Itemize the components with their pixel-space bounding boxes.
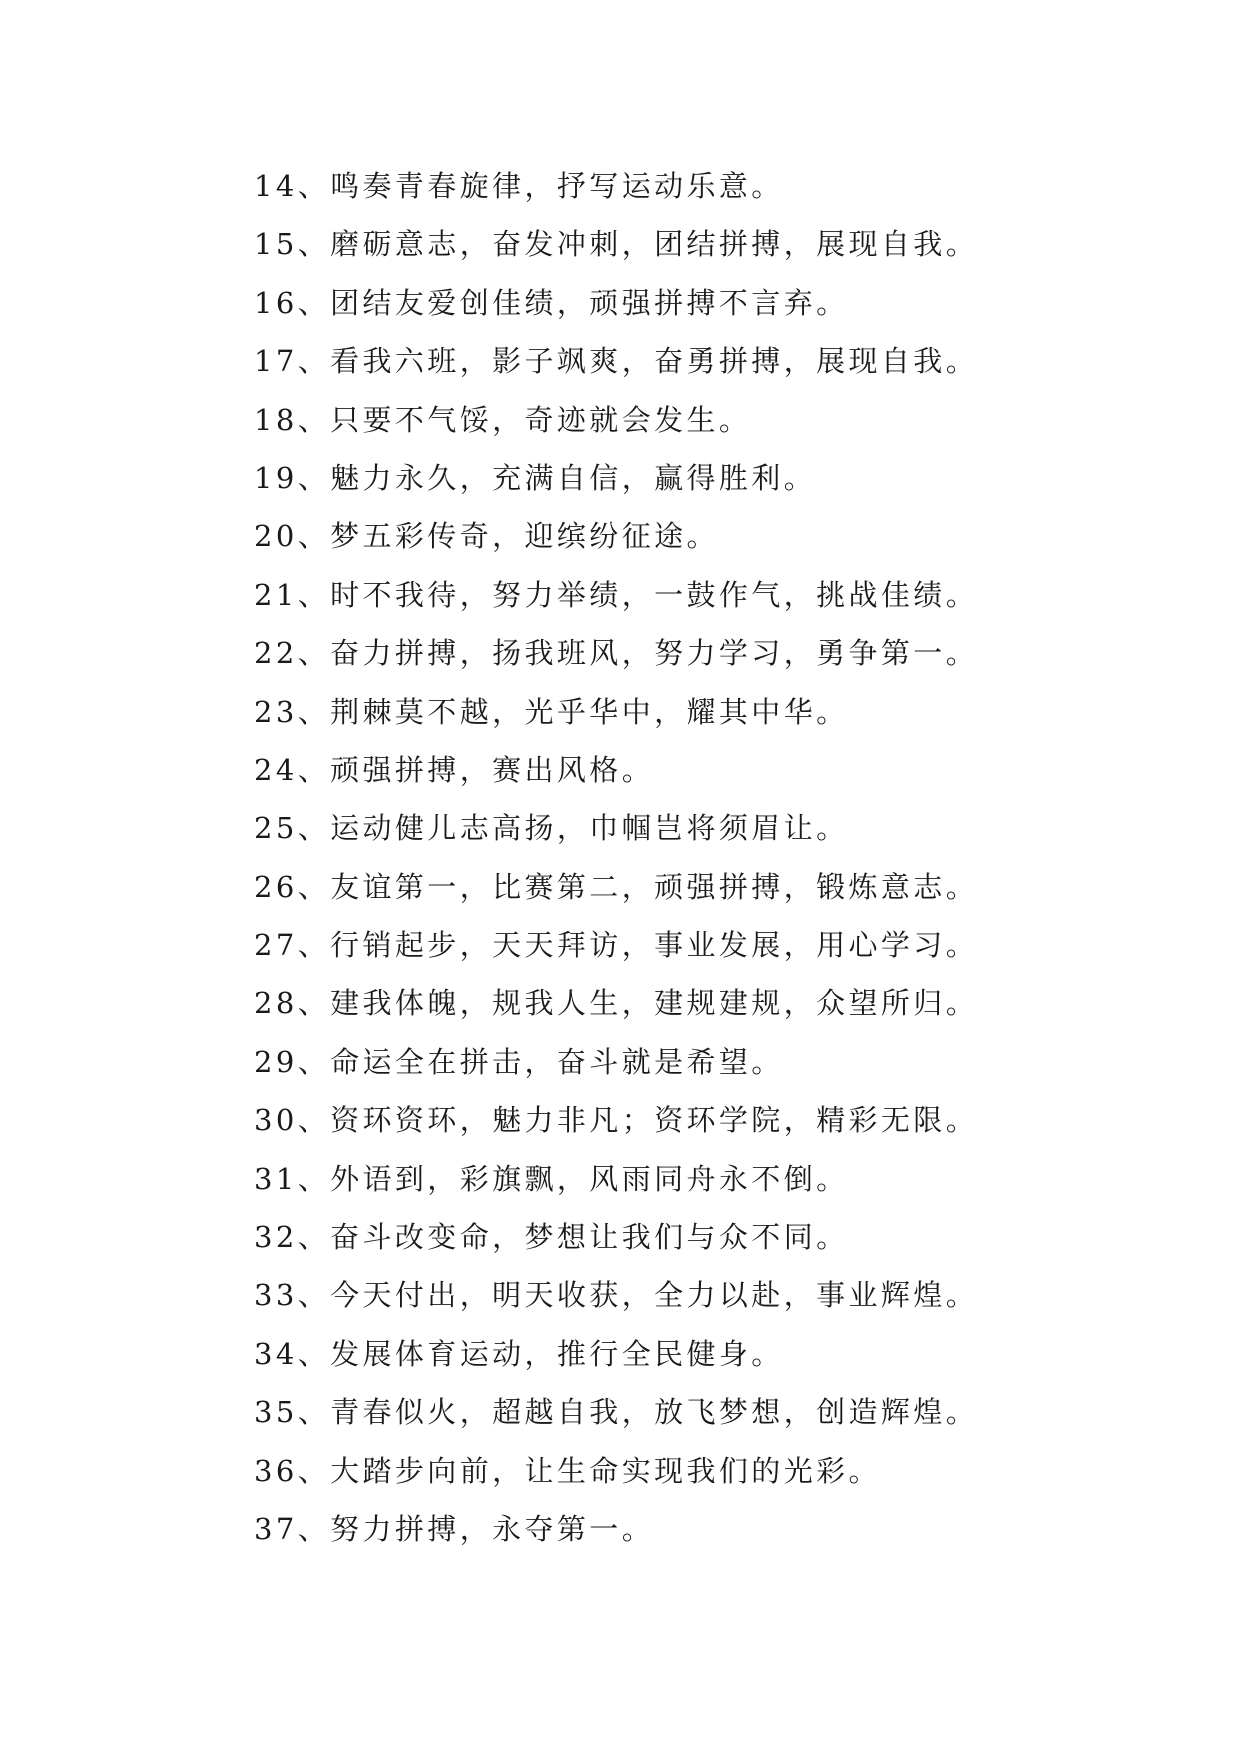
slogan-line: 15、磨砺意志，奋发冲刺，团结拼搏，展现自我。 xyxy=(254,227,979,262)
slogan-line: 30、资环资环，魅力非凡；资环学院，精彩无限。 xyxy=(254,1103,979,1138)
slogan-line: 37、努力拼搏，永夺第一。 xyxy=(254,1511,655,1546)
slogan-line: 35、青春似火，超越自我，放飞梦想，创造辉煌。 xyxy=(254,1395,979,1430)
slogan-line: 21、时不我待，努力举绩，一鼓作气，挑战佳绩。 xyxy=(254,577,979,612)
slogan-line: 14、鸣奏青春旋律，抒写运动乐意。 xyxy=(254,169,784,203)
slogan-line: 16、团结友爱创佳绩，顽强拼搏不言弃。 xyxy=(254,285,849,320)
slogan-line: 23、荆棘莫不越，光乎华中，耀其中华。 xyxy=(254,694,849,729)
slogan-line: 25、运动健儿志高扬，巾帼岂将须眉让。 xyxy=(254,811,849,846)
slogan-line: 36、大踏步向前，让生命实现我们的光彩。 xyxy=(254,1453,881,1488)
slogan-line: 22、奋力拼搏，扬我班风，努力学习，勇争第一。 xyxy=(254,636,979,671)
slogan-line: 28、建我体魄，规我人生，建规建规，众望所归。 xyxy=(254,986,979,1021)
slogan-line: 27、行销起步，天天拜访，事业发展，用心学习。 xyxy=(254,928,979,963)
slogan-line: 19、魅力永久，充满自信，赢得胜利。 xyxy=(254,460,817,495)
slogan-line: 29、命运全在拼击，奋斗就是希望。 xyxy=(254,1044,784,1079)
slogan-line: 31、外语到，彩旗飘，风雨同舟永不倒。 xyxy=(254,1161,849,1196)
slogan-line: 24、顽强拼搏，赛出风格。 xyxy=(254,752,655,787)
slogan-line: 33、今天付出，明天收获，全力以赴，事业辉煌。 xyxy=(254,1278,979,1313)
slogan-line: 34、发展体育运动，推行全民健身。 xyxy=(254,1336,784,1371)
slogan-line: 18、只要不气馁，奇迹就会发生。 xyxy=(254,402,752,437)
slogan-line: 17、看我六班，影子飒爽，奋勇拼搏，展现自我。 xyxy=(254,344,979,379)
slogan-line: 20、梦五彩传奇，迎缤纷征途。 xyxy=(254,519,719,554)
slogan-line: 32、奋斗改变命，梦想让我们与众不同。 xyxy=(254,1220,849,1255)
slogan-line: 26、友谊第一，比赛第二，顽强拼搏，锻炼意志。 xyxy=(254,869,979,904)
slogan-list xyxy=(254,157,1214,1558)
